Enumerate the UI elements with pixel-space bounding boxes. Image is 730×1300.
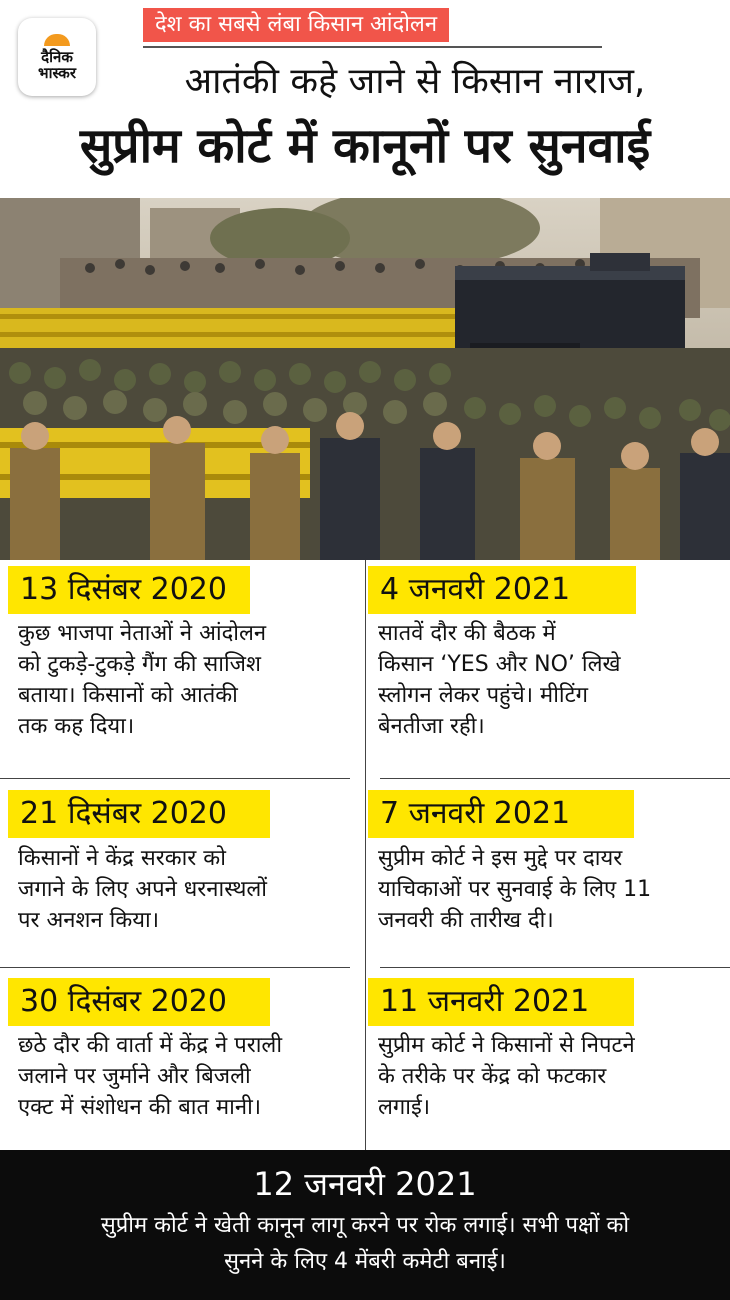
sun-icon bbox=[44, 34, 70, 46]
footer-banner bbox=[0, 1150, 730, 1300]
logo-wordmark: दैनिक भास्कर bbox=[38, 47, 76, 82]
timeline-date: 7 जनवरी 2021 bbox=[368, 790, 634, 838]
timeline-date: 11 जनवरी 2021 bbox=[368, 978, 634, 1026]
footer-description: सुप्रीम कोर्ट ने खेती कानून लागू करने पर रोक लगाई। सभी पक्षों को सुनने के लिए 4 मेंबरी कमेटी बनाई। bbox=[100, 1213, 630, 1274]
timeline-description: कुछ भाजपा नेताओं ने आंदोलन को टुकड़े-टुकड़े गैंग की साजिश बताया। किसानों को आतंकी तक कह दिया। bbox=[18, 621, 267, 739]
footer-date: 12 जनवरी 2021 bbox=[253, 1165, 477, 1203]
row-divider bbox=[380, 778, 730, 779]
timeline-description: किसानों ने केंद्र सरकार को जगाने के लिए अपने धरनास्थलों पर अनशन किया। bbox=[18, 846, 268, 933]
section-tag: देश का सबसे लंबा किसान आंदोलन bbox=[143, 8, 449, 42]
row-divider bbox=[380, 967, 730, 968]
protest-photo bbox=[0, 198, 730, 560]
timeline-date: 4 जनवरी 2021 bbox=[368, 566, 636, 614]
headline-line-1: आतंकी कहे जाने से किसान नाराज, bbox=[184, 61, 646, 102]
timeline-description: सुप्रीम कोर्ट ने इस मुद्दे पर दायर याचिकाओं पर सुनवाई के लिए 11 जनवरी की तारीख दी। bbox=[378, 846, 652, 933]
timeline-description: सातवें दौर की बैठक में किसान ‘YES और NO’ लिखे स्लोगन लेकर पहुंचे। मीटिंग बेनतीजा रही। bbox=[378, 621, 621, 739]
tag-underline bbox=[143, 46, 602, 48]
row-divider bbox=[0, 967, 350, 968]
headline-line-2: सुप्रीम कोर्ट में कानूनों पर सुनवाई bbox=[79, 118, 651, 174]
timeline-column-divider bbox=[365, 560, 366, 1150]
timeline-date: 21 दिसंबर 2020 bbox=[8, 790, 270, 838]
timeline-description: सुप्रीम कोर्ट ने किसानों से निपटने के तरीके पर केंद्र को फटकार लगाई। bbox=[378, 1033, 635, 1120]
dainik-bhaskar-logo bbox=[18, 18, 96, 96]
timeline-description: छठे दौर की वार्ता में केंद्र ने पराली जलाने पर जुर्माने और बिजली एक्ट में संशोधन की बात मानी। bbox=[18, 1033, 283, 1120]
timeline-date: 13 दिसंबर 2020 bbox=[8, 566, 250, 614]
row-divider bbox=[0, 778, 350, 779]
timeline-date: 30 दिसंबर 2020 bbox=[8, 978, 270, 1026]
